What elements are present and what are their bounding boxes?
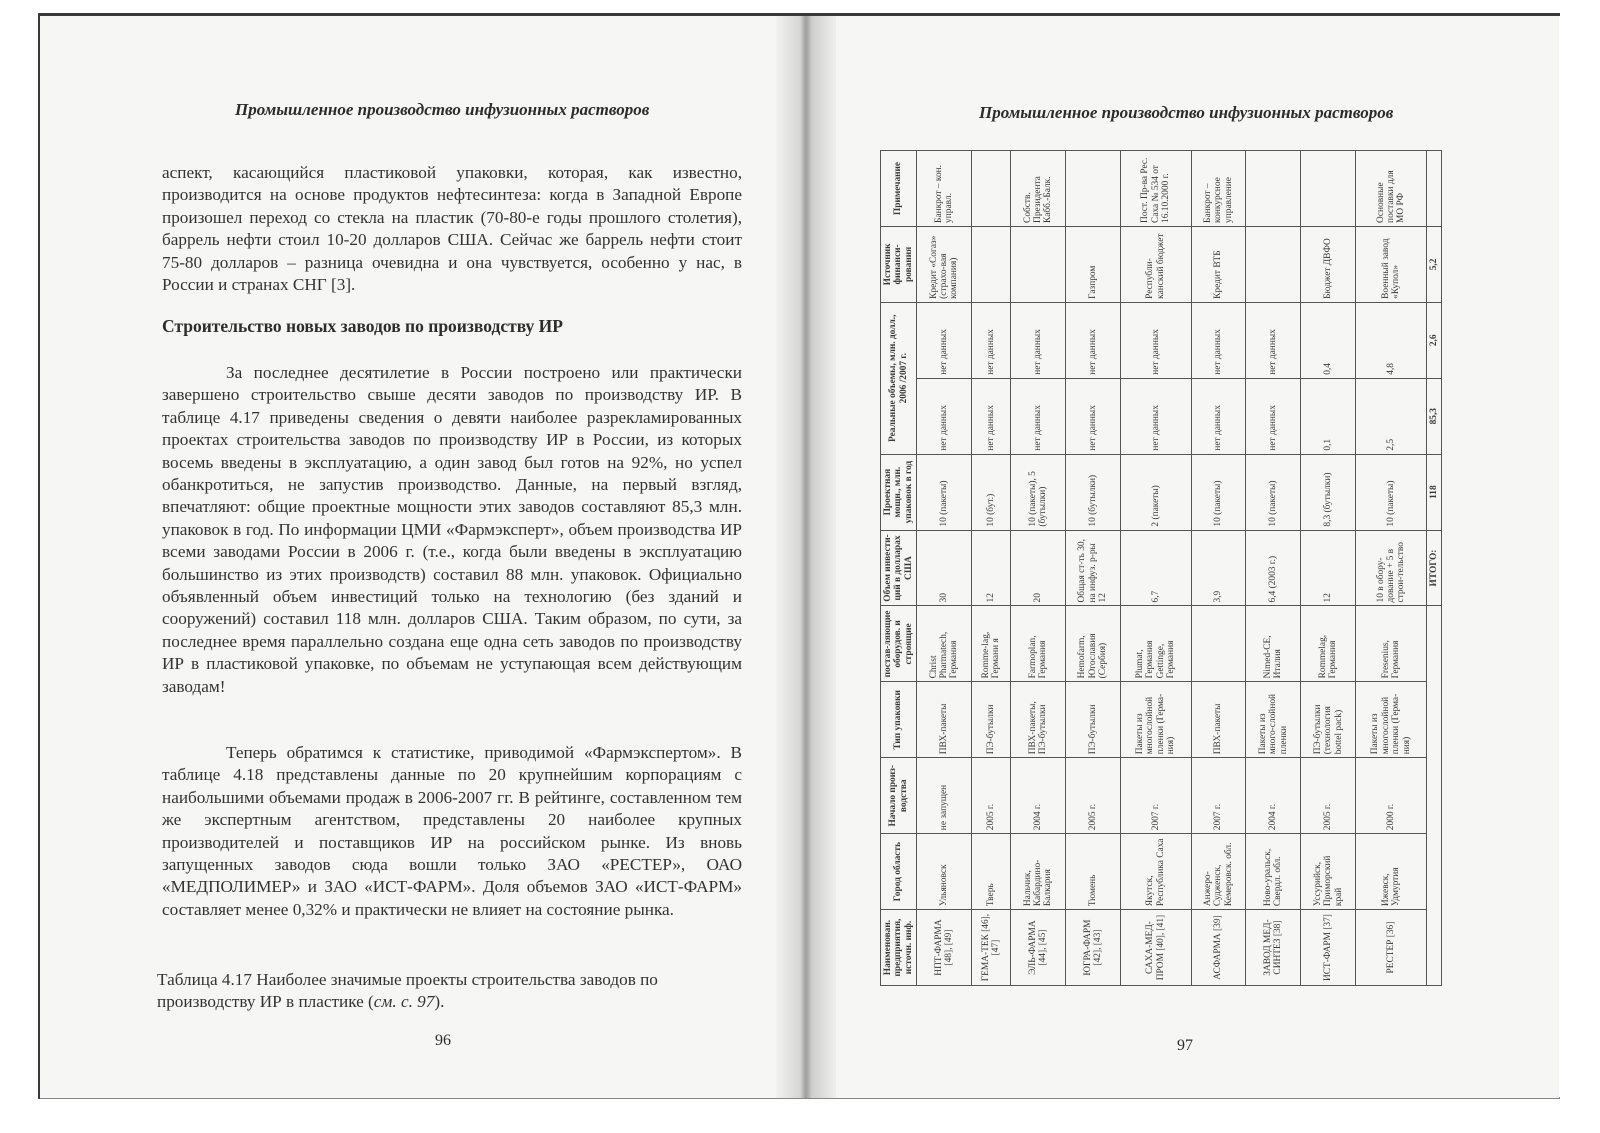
table-cell [1191,606,1246,682]
main-paragraph [162,362,742,698]
table-cell: Пост. Пр-ва Рес. Саха № 534 от 16.10.2000 г. [1120,151,1191,227]
table-cell: Plumat, Германия Gettinge, Германия [1120,606,1191,682]
table-cell: 6,7 [1120,530,1191,606]
table-cell: нет данных [972,378,1011,454]
table-cell: 2005 г. [1301,758,1356,834]
book-gutter [776,16,836,1098]
section-heading: Строительство новых заводов по производству ИР [162,316,563,336]
table-cell: 2 (пакеты) [1120,454,1191,530]
total-real-2006-cell: 2,6 [1427,302,1442,378]
table-row [1066,151,1121,986]
table-cell: 3,9 [1191,530,1246,606]
table-cell [1301,151,1356,227]
total-real-2007-cell: 5,2 [1427,226,1442,302]
table-cell: Тюмень [1066,834,1121,910]
table-cell: Банкрот – кон. управл. [917,151,972,227]
table-cell: РЕСТЕР [36] [1356,910,1427,986]
table-cell: Кредит ВТБ [1191,226,1246,302]
table-header-cell: Источник финанси-рования [881,226,917,302]
table-cell: 10 (пакеты) [917,454,972,530]
table-cell: 6,4 (2003 г.) [1246,530,1301,606]
total-label-cell: ИТОГО: [1427,530,1442,606]
table-cell: нет данных [1066,302,1121,378]
table-cell: 2,5 [1356,378,1427,454]
table-cell: 8,3 (бутылки) [1301,454,1356,530]
table-cell: Romme-lag, Германи я [972,606,1011,682]
table-cell: 20 [1011,530,1066,606]
table-cell: 2004 г. [1246,758,1301,834]
table-cell: САХА-МЕД-ПРОМ [40], [41] [1120,910,1191,986]
intro-paragraph-text: аспект, касающийся пластиковой упаковки, которая, как известно, производится на основе продуктов нефтесинтеза: когда в Западной Европе произошел переход со стекла на пластик (70-80-е годы прошлого столетия), баррель нефти стоил 10-20 долларов США. Сейчас же баррель нефти стоит 75-80 долларов – разница очевидна и она чувствуется, особенно у нас, в России и странах СНГ [3]. [162,163,742,295]
table-cell: нет данных [1191,302,1246,378]
table-header-cell: Наименован. предприятия, источн. инф. [881,910,917,986]
main-paragraph-text: За последнее десятилетие в России построено или практически завершено строительство свыше десяти заводов по производству ИР. В таблице 4.17 приведены сведения о девяти наиболее разрекламированных проектах строительства заводов по производству ИР в России, из которых восемь введены в эксплуатацию, а один завод был готов на 92%, но успел обанкротиться, не запустив производство. Данные, на первый взгляд, впечатляют: общие проектные мощности этих заводов составляют 85,3 млн. упаковок в год. По информации ЦМИ «Фармэксперт», объем производства ИР всеми заводами России в 2006 г. (т.е., когда были введены в эксплуатацию большинство из этих производств) составил 88 млн. упаковок. Официально объявленный объем инвестиций только на технологию (без зданий и сооружений) составил 118 млн. долларов США. Таким образом, по сути, за последнее время параллельно создана еще одна сеть заводов по производству ИР в пластиковой упаковке, по объемам не уступающая всем действующим заводам! [162,363,742,696]
table-cell: Тверь [972,834,1011,910]
table-cell: ПВХ-пакеты, ПЭ-бутылки [1011,682,1066,758]
table-cell: Банкрот – конкурсное управление [1191,151,1246,227]
table-caption [157,969,747,1013]
table-cell: Республи-канский бюджет [1120,226,1191,302]
table-cell: 10 в обору-дование + 5 в строи-тельство [1356,530,1427,606]
table-cell: нет данных [972,302,1011,378]
statistics-paragraph [162,742,742,921]
table-cell: 2007 г. [1120,758,1191,834]
table-cell: ПВХ-пакеты [1191,682,1246,758]
table-header-row [881,151,917,986]
table-cell: 12 [1301,530,1356,606]
table-row [1120,151,1191,986]
table-caption-reference: см. с. 97 [373,992,435,1011]
table-cell: Hemofarm, Югославия (Сербия) [1066,606,1121,682]
table-cell: ЮГРА-ФАРМ [42], [43] [1066,910,1121,986]
table-cell: Уссурийск, Приморский край [1301,834,1356,910]
table-cell: Ижевск, Удмуртия [1356,834,1427,910]
table-header-cell: постав-ляющие оборудов. и строящие [881,606,917,682]
left-page [40,16,810,1098]
table-cell: Бюджет ДВФО [1301,226,1356,302]
table-cell [1011,226,1066,302]
table-row [1246,151,1301,986]
table-cell: Пакеты из многослойной пленки (Герма-ния) [1120,682,1191,758]
table-cell [1066,151,1121,227]
table-cell: Военный завод «Купол» [1356,226,1427,302]
table-cell: нет данных [917,302,972,378]
table-cell: 10 (пакеты), 5 (бутылки) [1011,454,1066,530]
table-cell: 30 [917,530,972,606]
table-row [972,151,1011,986]
table-cell: 2004 г. [1011,758,1066,834]
table-cell: нет данных [1011,302,1066,378]
table-row [917,151,972,986]
table-cell: Ново-уральск, Свердл. обл. [1246,834,1301,910]
table-cell: ПЭ-бутылки [972,682,1011,758]
table-body [917,151,1442,986]
table-cell: АСФАРМА [39] [1191,910,1246,986]
running-head: Промышленное производство инфузионных растворов [979,103,1394,122]
table-cell: Farmoplan, Германия [1011,606,1066,682]
table-cell: Nimed-CE, Италия [1246,606,1301,682]
table-header-cell: Начало произ-водства [881,758,917,834]
table-header-cell: Тип упаковки [881,682,917,758]
table-cell: Анжеро-Судженск, Кемеровск. обл. [1191,834,1246,910]
running-head: Промышленное производство инфузионных растворов [235,100,650,119]
statistics-paragraph-text: Теперь обратимся к статистике, приводимой «Фармэкспертом». В таблице 4.18 представлены данные по 20 крупнейшим корпорациям с наибольшими объемами продаж в 2006-2007 гг. В рейтинге, составленном тем же экспертным агентством, представлены 20 наиболее крупных производителей и поставщиков ИР на российском рынке. Из вновь запущенных заводов сюда вошли только ЗАО «РЕСТЕР», ОАО «МЕДПОЛИМЕР» и ЗАО «ИСТ-ФАРМ». Доля объемов ЗАО «ИСТ-ФАРМ» составляет менее 0,32% и практически не влияет на состояние рынка. [162,743,742,919]
page-number: 97 [1177,1037,1193,1054]
table-cell: ПЭ-бутылки [1066,682,1121,758]
table-cell: нет данных [1011,378,1066,454]
table-cell: нет данных [1246,302,1301,378]
table-cell: Общая ст-ть 30, на инфуз. р-ры 12 [1066,530,1121,606]
total-empty-cell [1427,151,1442,227]
table-cell: 2007 г. [1191,758,1246,834]
table-header-cell: Реальные объемы, млн. долл., 2006 /2007 г. [881,302,917,454]
table-cell: Ульяновск [917,834,972,910]
table-total-row [1427,151,1442,986]
table-cell: Пакеты из многослойной пленки (Герма-ния) [1356,682,1427,758]
table-cell: 2005 г. [1066,758,1121,834]
table-cell: 10 (пакеты) [1356,454,1427,530]
total-empty-cell [1427,606,1442,986]
table-cell: 0,4 [1301,302,1356,378]
table-cell: Fresenius, Германия [1356,606,1427,682]
table-cell: нет данных [1246,378,1301,454]
table-cell: Christ Pharmatech, Германия [917,606,972,682]
total-capacity-cell: 85,3 [1427,378,1442,454]
table-cell [972,226,1011,302]
table-cell: 0,1 [1301,378,1356,454]
table-header-cell: Примечание [881,151,917,227]
table-cell: нет данных [1120,378,1191,454]
table-row [1011,151,1066,986]
table-cell: 10 (бут.) [972,454,1011,530]
table-cell: НПТ-ФАРМА [48], [49] [917,910,972,986]
page-number: 96 [435,1032,451,1049]
table-cell: нет данных [1191,378,1246,454]
table-cell: 4,8 [1356,302,1427,378]
table-row [1191,151,1246,986]
table-cell [1246,151,1301,227]
table-cell: не запущен [917,758,972,834]
table-caption-end: ). [434,992,445,1011]
table-cell: Газпром [1066,226,1121,302]
table-cell: Кредит «Согаз» (страхо-вая компания) [917,226,972,302]
table-cell: ИСТ-ФАРМ [37] [1301,910,1356,986]
table-header-cell: Город область [881,834,917,910]
table-cell: ЗАВОД МЕД-СИНТЕЗ [38] [1246,910,1301,986]
table-cell: 12 [972,530,1011,606]
table-cell: Якутск, Республика Саха [1120,834,1191,910]
table-cell: ГЕМА-ТЕК [46], [47] [972,910,1011,986]
table-cell: Основные поставки для МО РФ [1356,151,1427,227]
table-cell [972,151,1011,227]
table-cell: 2000 г. [1356,758,1427,834]
right-page [816,16,1559,1098]
table-cell: нет данных [917,378,972,454]
table-cell: ПЭ-бутылки (технология bottel pack) [1301,682,1356,758]
factories-table [880,150,1442,986]
table-cell: нет данных [1120,302,1191,378]
table-cell: Нальчик, Кабардино-Балкария [1011,834,1066,910]
total-investment-cell: 118 [1427,454,1442,530]
table-cell: ПВХ-пакеты [917,682,972,758]
table-row [1301,151,1356,986]
table-cell: Rommelag, Германия [1301,606,1356,682]
intro-paragraph [162,162,742,296]
table-header-cell: Проектная мощн., млн. упаковок в год [881,454,917,530]
table-cell: 10 (пакеты) [1246,454,1301,530]
table-cell: 10 (пакеты) [1191,454,1246,530]
table-cell: ЭЛЬ-ФАРМА [44], [45] [1011,910,1066,986]
table-cell [1246,226,1301,302]
table-cell: 10 (бутылки) [1066,454,1121,530]
table-cell: нет данных [1066,378,1121,454]
table-cell: Собств. Президента Кабб.-Балк. [1011,151,1066,227]
table-cell: 2005 г. [972,758,1011,834]
table-cell: Пакеты из много-слойной пленки [1246,682,1301,758]
rotated-table-container [880,150,1442,986]
table-caption-text: Таблица 4.17 Наиболее значимые проекты строительства заводов по производству ИР в пластике ( [157,970,658,1011]
table-header-cell: Объем инвести-ций в долларах США [881,530,917,606]
table-row [1356,151,1427,986]
